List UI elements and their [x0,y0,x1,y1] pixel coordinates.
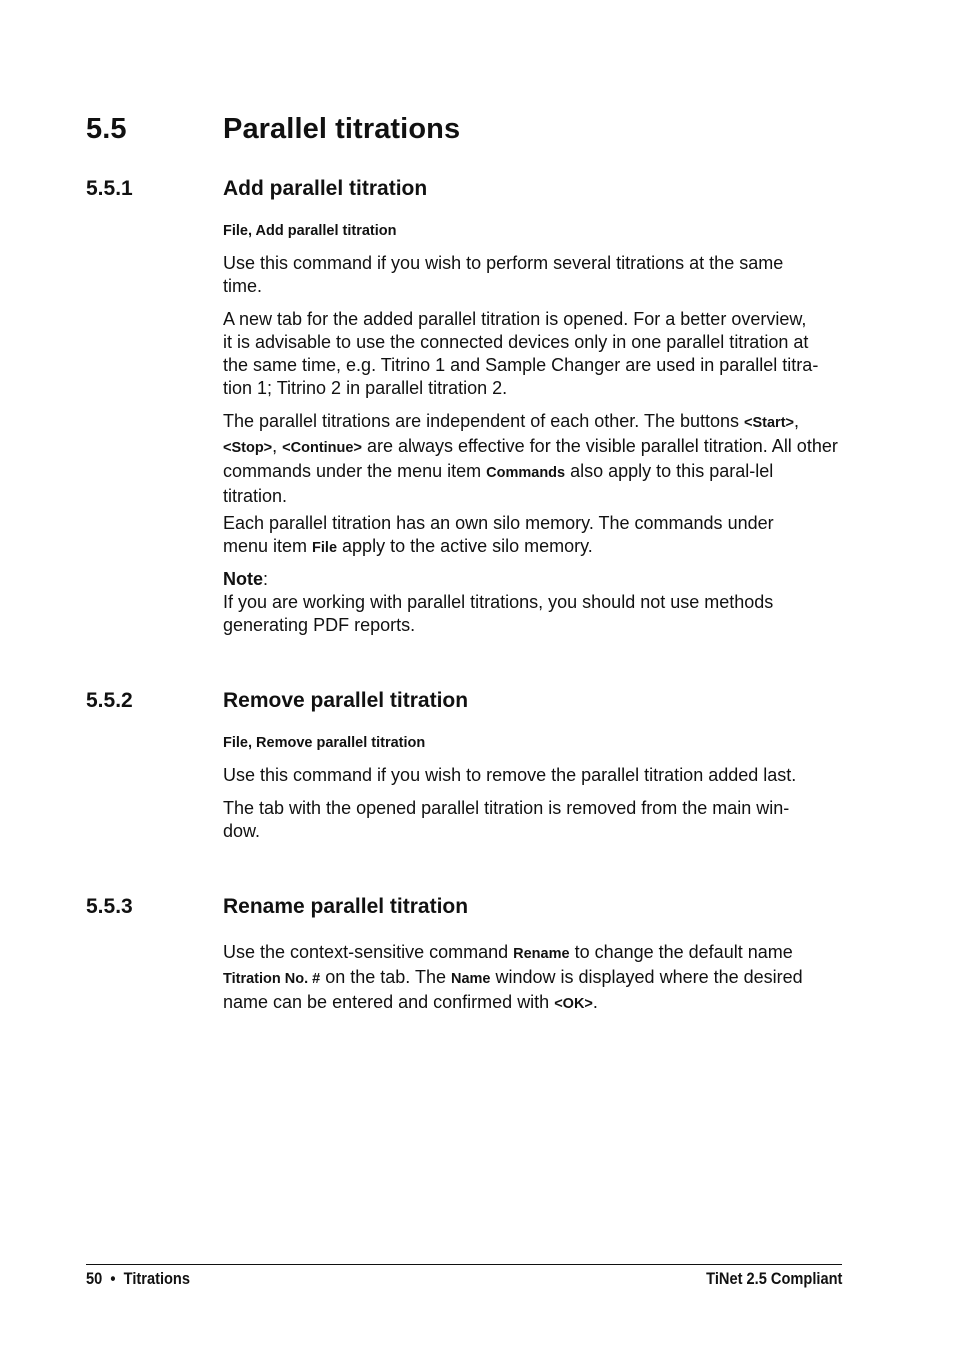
chapter-title: Parallel titrations [223,113,461,145]
default-name-reference: Titration No. # [223,971,321,987]
footer-bullet: • [110,1269,116,1288]
note-label: Note [223,569,263,589]
footer-chapter: Titrations [123,1269,190,1288]
menu-path: File, Add parallel titration [223,223,397,239]
paragraph [223,410,841,508]
note [223,568,823,637]
paragraph-line: the same time, e.g. Titrino 1 and Sample Changer are used in parallel titra- [223,355,819,375]
text-run: , [794,411,800,431]
text-run: Use the context-sensitive command [223,942,514,962]
paragraph [223,308,848,400]
text-run: also apply to this paral-lel titration. [223,461,774,506]
page-number: 50 [86,1269,103,1288]
section-number: 5.5.2 [86,689,133,712]
window-reference-name: Name [450,971,491,987]
section-title: Rename parallel titration [223,895,469,918]
paragraph-line: A new tab for the added parallel titration is opened. For a better overview, [223,309,807,329]
paragraph [223,512,823,560]
section-title: Add parallel titration [223,177,428,200]
paragraph-line: it is advisable to use the connected devices only in one parallel titration at [223,332,809,352]
text-run: on the tab. The [320,967,451,987]
footer-left [86,1269,190,1289]
section-number: 5.5.1 [86,177,133,200]
text-run: : [263,569,269,589]
paragraph-line: tion 1; Titrino 2 in parallel titration 2. [223,378,508,398]
section-number: 5.5.3 [86,895,133,918]
text-run: . [592,992,598,1012]
text-run: The parallel titrations are independent of each other. The buttons [223,411,745,431]
text-run: Each parallel titration has an own silo memory. The commands under menu item [223,513,774,556]
section-title: Remove parallel titration [223,689,469,712]
note-text: If you are working with parallel titrations, you should not use methods generating PDF reports. [223,592,774,635]
paragraph: Use this command if you wish to perform several titrations at the same time. [223,253,784,296]
menu-reference-commands: Commands [486,465,566,481]
text-run: window is displayed where the desired name can be entered and confirmed with [223,967,803,1012]
footer-rule [86,1264,842,1265]
button-reference-start: <Start> [744,415,794,431]
text-run: to change the default name [569,942,793,962]
menu-path: File, Remove parallel titration [223,735,426,751]
text-run: apply to the active silo memory. [337,536,593,556]
button-reference-stop: <Stop> [223,440,273,456]
footer-product: TiNet 2.5 Compliant [705,1269,842,1288]
chapter-number: 5.5 [86,113,127,145]
button-reference-ok: <OK> [554,996,593,1012]
paragraph [223,941,841,1016]
text-run: , [272,436,283,456]
paragraph: Use this command if you wish to remove the parallel titration added last. [223,765,797,785]
menu-reference-file: File [312,540,338,556]
button-reference-continue: <Continue> [282,440,362,456]
paragraph: The tab with the opened parallel titration is removed from the main win-dow. [223,798,790,841]
text-run: are always effective for the visible parallel titration. All other commands under the menu item [223,436,838,481]
command-reference-rename: Rename [513,946,570,962]
